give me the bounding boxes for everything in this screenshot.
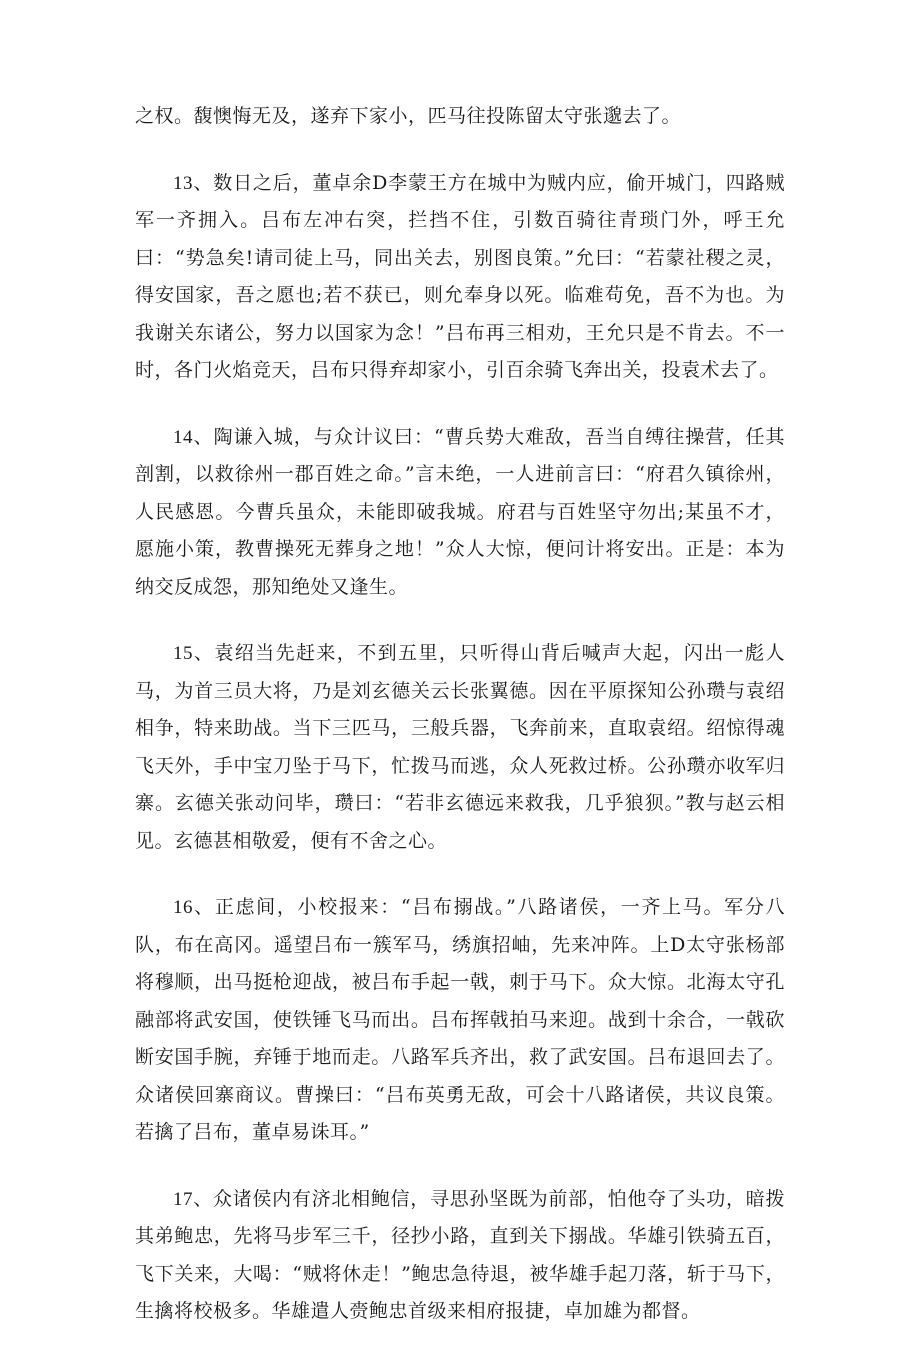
paragraph-13: [135, 165, 785, 390]
paragraph-text: 正虑间，小校报来：“吕布搦战。”八路诸侯，一齐上马。军分八队，布在高冈。遥望吕布一簇军马，绣旗招岫，先来冲阵。上D太守张杨部将穆顺，出马挺枪迎战，被吕布手起一戟，刺于马下。众大惊。北海太守孔融部将武安国，使铁锤飞马而出。吕布挥戟拍马来迎。战到十余合，一戟砍断安国手腕，弃锤于地而走。八路军兵齐出，救了武安国。吕布退回去了。众诸侯回寨商议。曹操曰：“吕布英勇无敌，可会十八路诸侯，共议良策。若擒了吕布，董卓易诛耳。”: [135, 896, 785, 1143]
paragraph-17: [135, 1181, 785, 1331]
paragraph-text: 数日之后，董卓余D李蒙王方在城中为贼内应，偷开城门，四路贼军一齐拥入。吕布左冲右突，拦挡不住，引数百骑往青琐门外，呼王允曰：“势急矣!请司徒上马，同出关去，别图良策。”允曰：“若蒙社稷之灵，得安国家，吾之愿也;若不获已，则允奉身以死。临难苟免，吾不为也。为我谢关东诸公，努力以国家为念！”吕布再三相劝，王允只是不肯去。不一时，各门火焰竞天，吕布只得弃却家小，引百余骑飞奔出关，投袁术去了。: [135, 171, 785, 381]
paragraph-number: 15、: [173, 643, 215, 664]
paragraph-continuation: [135, 98, 785, 136]
paragraph-number: 13、: [173, 172, 214, 194]
paragraph-16: [135, 889, 785, 1152]
paragraph-number: 17、: [173, 1188, 213, 1210]
document-page: [135, 98, 785, 1360]
paragraph-text: 之权。馥懊悔无及，遂弃下家小，匹马往投陈留太守张邈去了。: [135, 105, 682, 127]
paragraph-number: 16、: [173, 897, 215, 918]
paragraph-14: [135, 419, 785, 607]
paragraph-text: 众诸侯内有济北相鲍信，寻思孙坚既为前部，怕他夺了头功，暗拨其弟鲍忠，先将马步军三千，径抄小路，直到关下搦战。华雄引铁骑五百，飞下关来，大喝：“贼将休走！”鲍忠急待退，被华雄手起刀落，斩于马下，生擒将校极多。华雄遣人赍鲍忠首级来相府报捷，卓加雄为都督。: [135, 1187, 785, 1322]
paragraph-15: [135, 635, 785, 860]
paragraph-text: 袁绍当先赶来，不到五里，只听得山背后喊声大起，闪出一彪人马，为首三员大将，乃是刘玄德关云长张翼德。因在平原探知公孙瓒与袁绍相争，特来助战。当下三匹马，三般兵器，飞奔前来，直取袁绍。绍惊得魂飞天外，手中宝刀坠于马下，忙拨马而逃，众人死救过桥。公孙瓒亦收军归寨。玄德关张动问毕，瓒曰：“若非玄德远来救我，几乎狼狈。”教与赵云相见。玄德甚相敬爱，便有不舍之心。: [135, 642, 785, 852]
paragraph-text: 陶谦入城，与众计议曰：“曹兵势大难敌，吾当自缚往操营，任其剖割，以救徐州一郡百姓之命。”言未绝，一人进前言曰：“府君久镇徐州，人民感恩。今曹兵虽众，未能即破我城。府君与百姓坚守勿出;某虽不才，愿施小策，教曹操死无葬身之地！”众人大惊，便问计将安出。正是：本为纳交反成怨，那知绝处又逢生。: [135, 425, 785, 598]
paragraph-number: 14、: [173, 426, 214, 448]
